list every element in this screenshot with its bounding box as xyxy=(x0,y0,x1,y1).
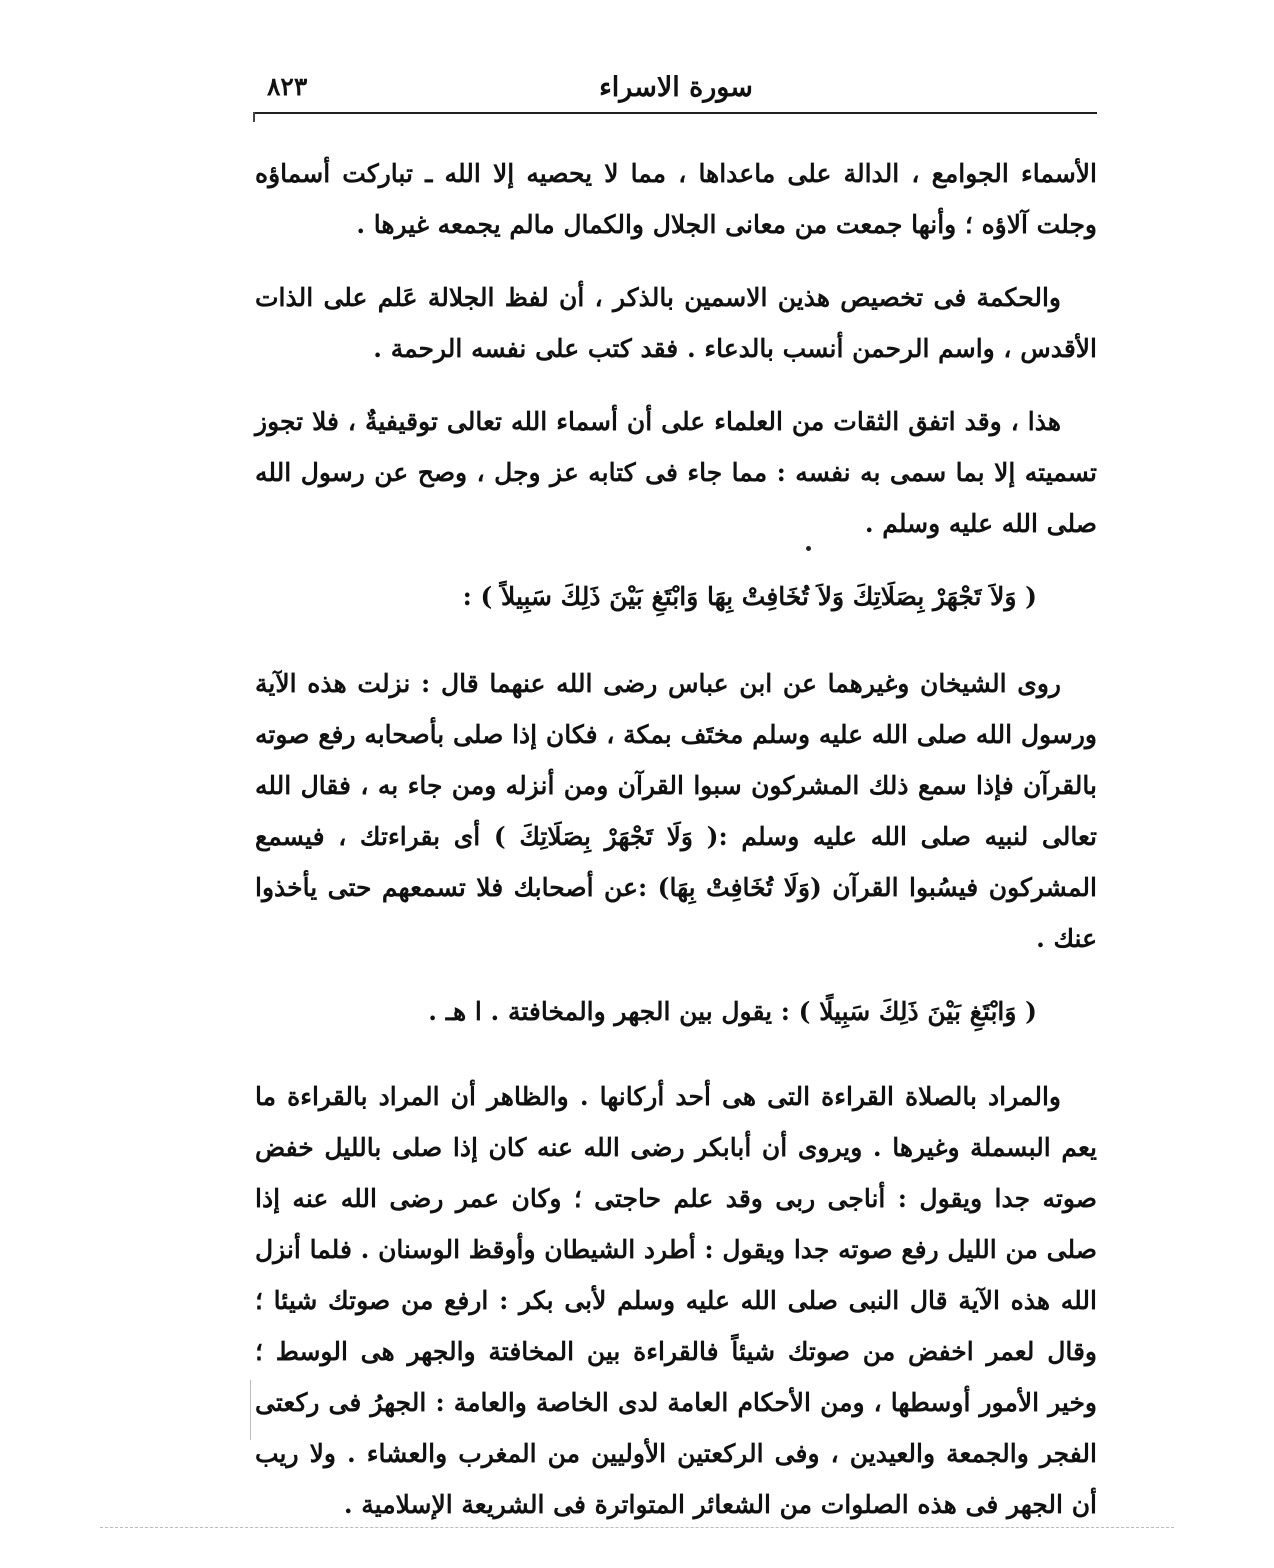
print-speck xyxy=(806,546,811,551)
running-header xyxy=(255,66,1097,110)
surah-title: سورة الاسراء xyxy=(599,72,753,103)
quranic-verse-2: ( وَابْتَغِ بَيْنَ ذَلِكَ سَبِيلًا ) : يقول بين الجهر والمخافتة . ا هـ . xyxy=(428,997,1037,1026)
page-number: ٨٢٣ xyxy=(267,72,308,101)
paragraph-3: هذا ، وقد اتفق الثقات من العلماء على أن أسماء الله تعالى توقيفيةٌ ، فلا تجوز تسميته إلا بما سمى به نفسه : مما جاء فى كتابه عز وجل ، وصح عن رسول الله صلى الله عليه وسلم . xyxy=(255,407,1097,538)
header-rule-tick xyxy=(253,112,255,122)
paragraph-5: والمراد بالصلاة القراءة التى هى أحد أركانها . والظاهر أن المراد بالقراءة ما يعم البسملة وغيرها . ويروى أن أبابكر رضى الله عنه كان إذا صلى بالليل خفض صوته جدا ويقول : أناجى ربى وقد علم حاجتى ؛ وكان عمر رضى الله عنه إذا صلى من الليل رفع صوته جدا ويقول : أطرد الشيطان وأوقظ الوسنان . فلما أنزل الله هذه الآية قال النبى صلى الله عليه وسلم لأبى بكر : ارفع من صوتك شيئا ؛ وقال لعمر اخفض من صوتك شيئاً فالقراءة بين المخافتة والجهر هى الوسط ؛ وخير الأمور أوسطها ، ومن الأحكام العامة لدى الخاصة والعامة : الجهرُ فى ركعتى الفجر والجمعة والعيدين ، وفى الركعتين الأوليين من المغرب والعشاء . ولا ريب أن الجهر فى هذه الصلوات من الشعائر المتواترة فى الشريعة الإسلامية . xyxy=(255,1082,1097,1519)
paragraph-2: والحكمة فى تخصيص هذين الاسمين بالذكر ، أن لفظ الجلالة عَلم على الذات الأقدس ، واسم الرحمن أنسب بالدعاء . فقد كتب على نفسه الرحمة . xyxy=(255,283,1097,363)
quranic-verse-1: ( وَلاَ تَجْهَرْ بِصَلَاتِكَ وَلاَ تُخَافِتْ بِهَا وَابْتَغِ بَيْنَ ذَلِكَ سَبِيلاً ) : xyxy=(462,582,1037,611)
header-rule xyxy=(255,112,1097,114)
body-text xyxy=(255,148,1097,1552)
paragraph-4: روى الشيخان وغيرهما عن ابن عباس رضى الله عنهما قال : نزلت هذه الآية ورسول الله صلى الله عليه وسلم مختَف بمكة ، فكان إذا صلى بأصحابه رفع صوته بالقرآن فإذا سمع ذلك المشركون سبوا القرآن ومن أنزله ومن جاء به ، فقال الله تعالى لنبيه صلى الله عليه وسلم :( وَلَا تَجْهَرْ بِصَلَاتِكَ ) أى بقراءتك ، فيسمع المشركون فيسُبوا القرآن (وَلَا تُخَافِتْ بِهَا) :عن أصحابك فلا تسمعهم حتى يأخذوا عنك . xyxy=(255,669,1097,953)
margin-line xyxy=(250,1380,251,1440)
paragraph-1: الأسماء الجوامع ، الدالة على ماعداها ، مما لا يحصيه إلا الله ـ تباركت أسماؤه وجلت آلاؤه ؛ وأنها جمعت من معانى الجلال والكمال مالم يجمعه غيرها . xyxy=(255,159,1097,239)
scan-edge-line xyxy=(100,1527,1174,1528)
